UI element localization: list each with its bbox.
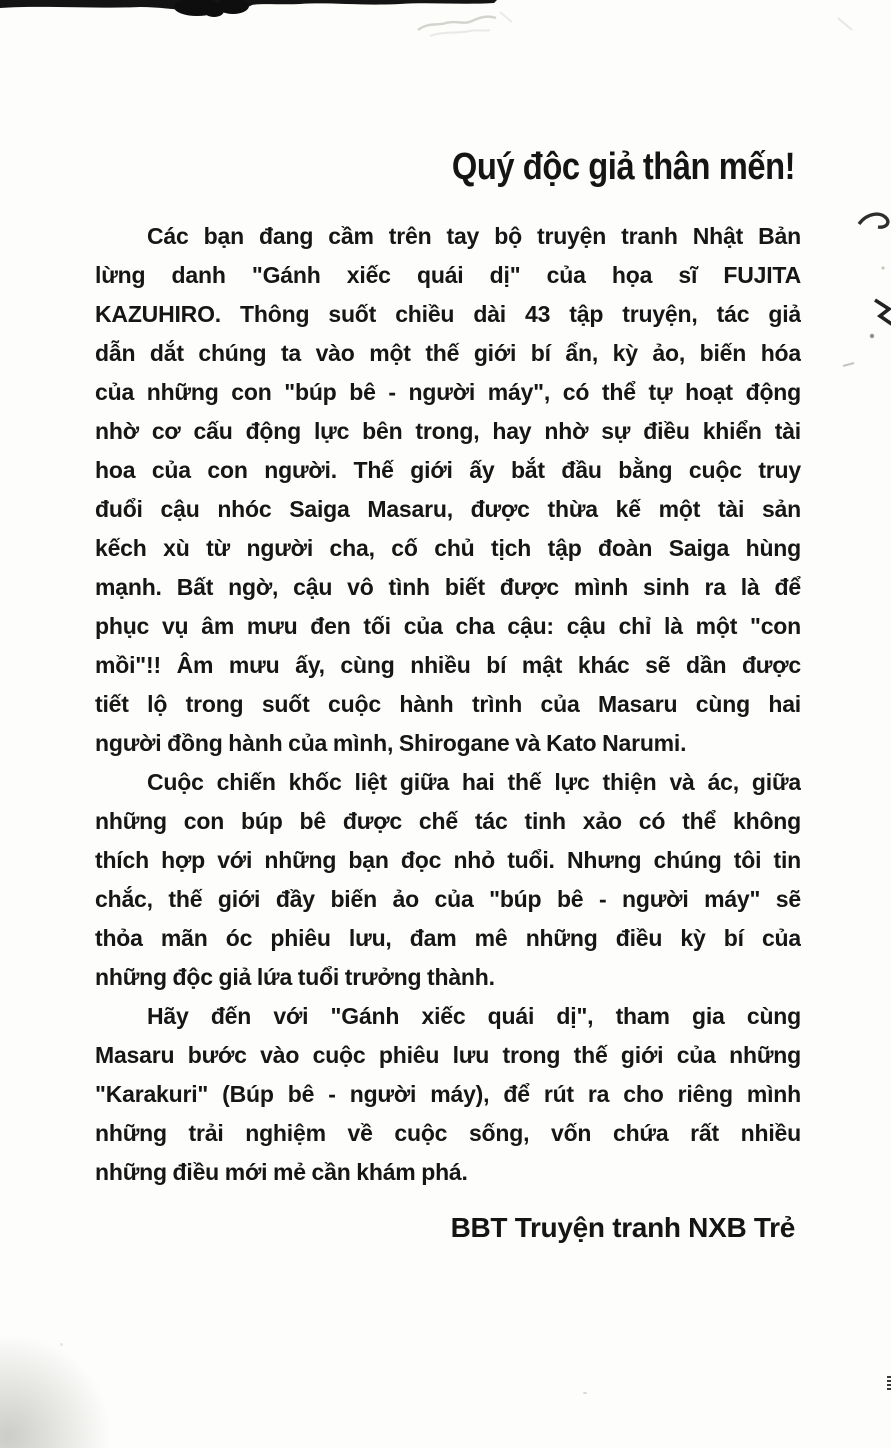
text-line: KAZUHIRO. Thông suốt chiều dài 43 tập truyện, tác giả bbox=[95, 301, 801, 327]
paragraph bbox=[95, 217, 801, 763]
text-line: người đồng hành của mình, Shirogane và Kato Narumi. bbox=[95, 730, 687, 756]
text-line: phục vụ âm mưu đen tối của cha cậu: cậu chỉ là một "con bbox=[95, 613, 801, 639]
scan-artifact-right-edge bbox=[831, 200, 891, 400]
text-line: Masaru bước vào cuộc phiêu lưu trong thế giới của những bbox=[95, 1042, 801, 1068]
text-line: những trải nghiệm về cuộc sống, vốn chứa rất nhiều bbox=[95, 1120, 801, 1146]
text-line: đuổi cậu nhóc Saiga Masaru, được thừa kế một tài sản bbox=[95, 496, 801, 522]
scan-artifact-corner-smudge bbox=[0, 1324, 116, 1448]
text-line: Các bạn đang cầm trên tay bộ truyện tranh Nhật Bản bbox=[147, 223, 801, 249]
paragraph bbox=[95, 997, 801, 1192]
scan-speck bbox=[60, 1343, 63, 1346]
signature: BBT Truyện tranh NXB Trẻ bbox=[450, 1212, 795, 1243]
scan-artifact-top-edge bbox=[0, 0, 891, 48]
page-title-text: Quý độc giả thân mến! bbox=[451, 146, 795, 188]
text-line: dẫn dắt chúng ta vào một thế giới bí ẩn, kỳ ảo, biến hóa bbox=[95, 340, 801, 366]
text-line: Cuộc chiến khốc liệt giữa hai thế lực thiện và ác, giữa bbox=[147, 769, 801, 795]
letter-body bbox=[95, 217, 801, 1192]
text-line: những điều mới mẻ cần khám phá. bbox=[95, 1159, 468, 1185]
text-line: chắc, thế giới đầy biến ảo của "búp bê - người máy" sẽ bbox=[95, 886, 801, 912]
scan-artifact-edge-dashes bbox=[887, 1376, 891, 1392]
text-line: Hãy đến với "Gánh xiếc quái dị", tham gia cùng bbox=[147, 1003, 801, 1029]
text-line: mạnh. Bất ngờ, cậu vô tình biết được mình sinh ra là để bbox=[95, 574, 801, 600]
text-line: thích hợp với những bạn đọc nhỏ tuổi. Nhưng chúng tôi tin bbox=[95, 847, 801, 873]
text-line: thỏa mãn óc phiêu lưu, đam mê những điều kỳ bí của bbox=[95, 925, 801, 951]
scan-speck bbox=[583, 1392, 587, 1394]
text-line: những độc giả lứa tuổi trưởng thành. bbox=[95, 964, 495, 990]
text-line: nhờ cơ cấu động lực bên trong, hay nhờ sự điều khiển tài bbox=[95, 418, 801, 444]
text-line: lừng danh "Gánh xiếc quái dị" của họa sĩ FUJITA bbox=[95, 262, 801, 288]
text-line: tiết lộ trong suốt cuộc hành trình của Masaru cùng hai bbox=[95, 691, 801, 717]
text-line: những con búp bê được chế tác tinh xảo có thể không bbox=[95, 808, 801, 834]
page-title bbox=[95, 141, 795, 193]
text-line: hoa của con người. Thế giới ấy bắt đầu bằng cuộc truy bbox=[95, 457, 801, 483]
text-line: mồi"!! Âm mưu ấy, cùng nhiều bí mật khác sẽ dần được bbox=[95, 652, 801, 678]
paragraph bbox=[95, 763, 801, 997]
text-line: "Karakuri" (Búp bê - người máy), để rút ra cho riêng mình bbox=[95, 1081, 801, 1107]
text-line: của những con "búp bê - người máy", có thể tự hoạt động bbox=[95, 379, 801, 405]
text-line: kếch xù từ người cha, cố chủ tịch tập đoàn Saiga hùng bbox=[95, 535, 801, 561]
